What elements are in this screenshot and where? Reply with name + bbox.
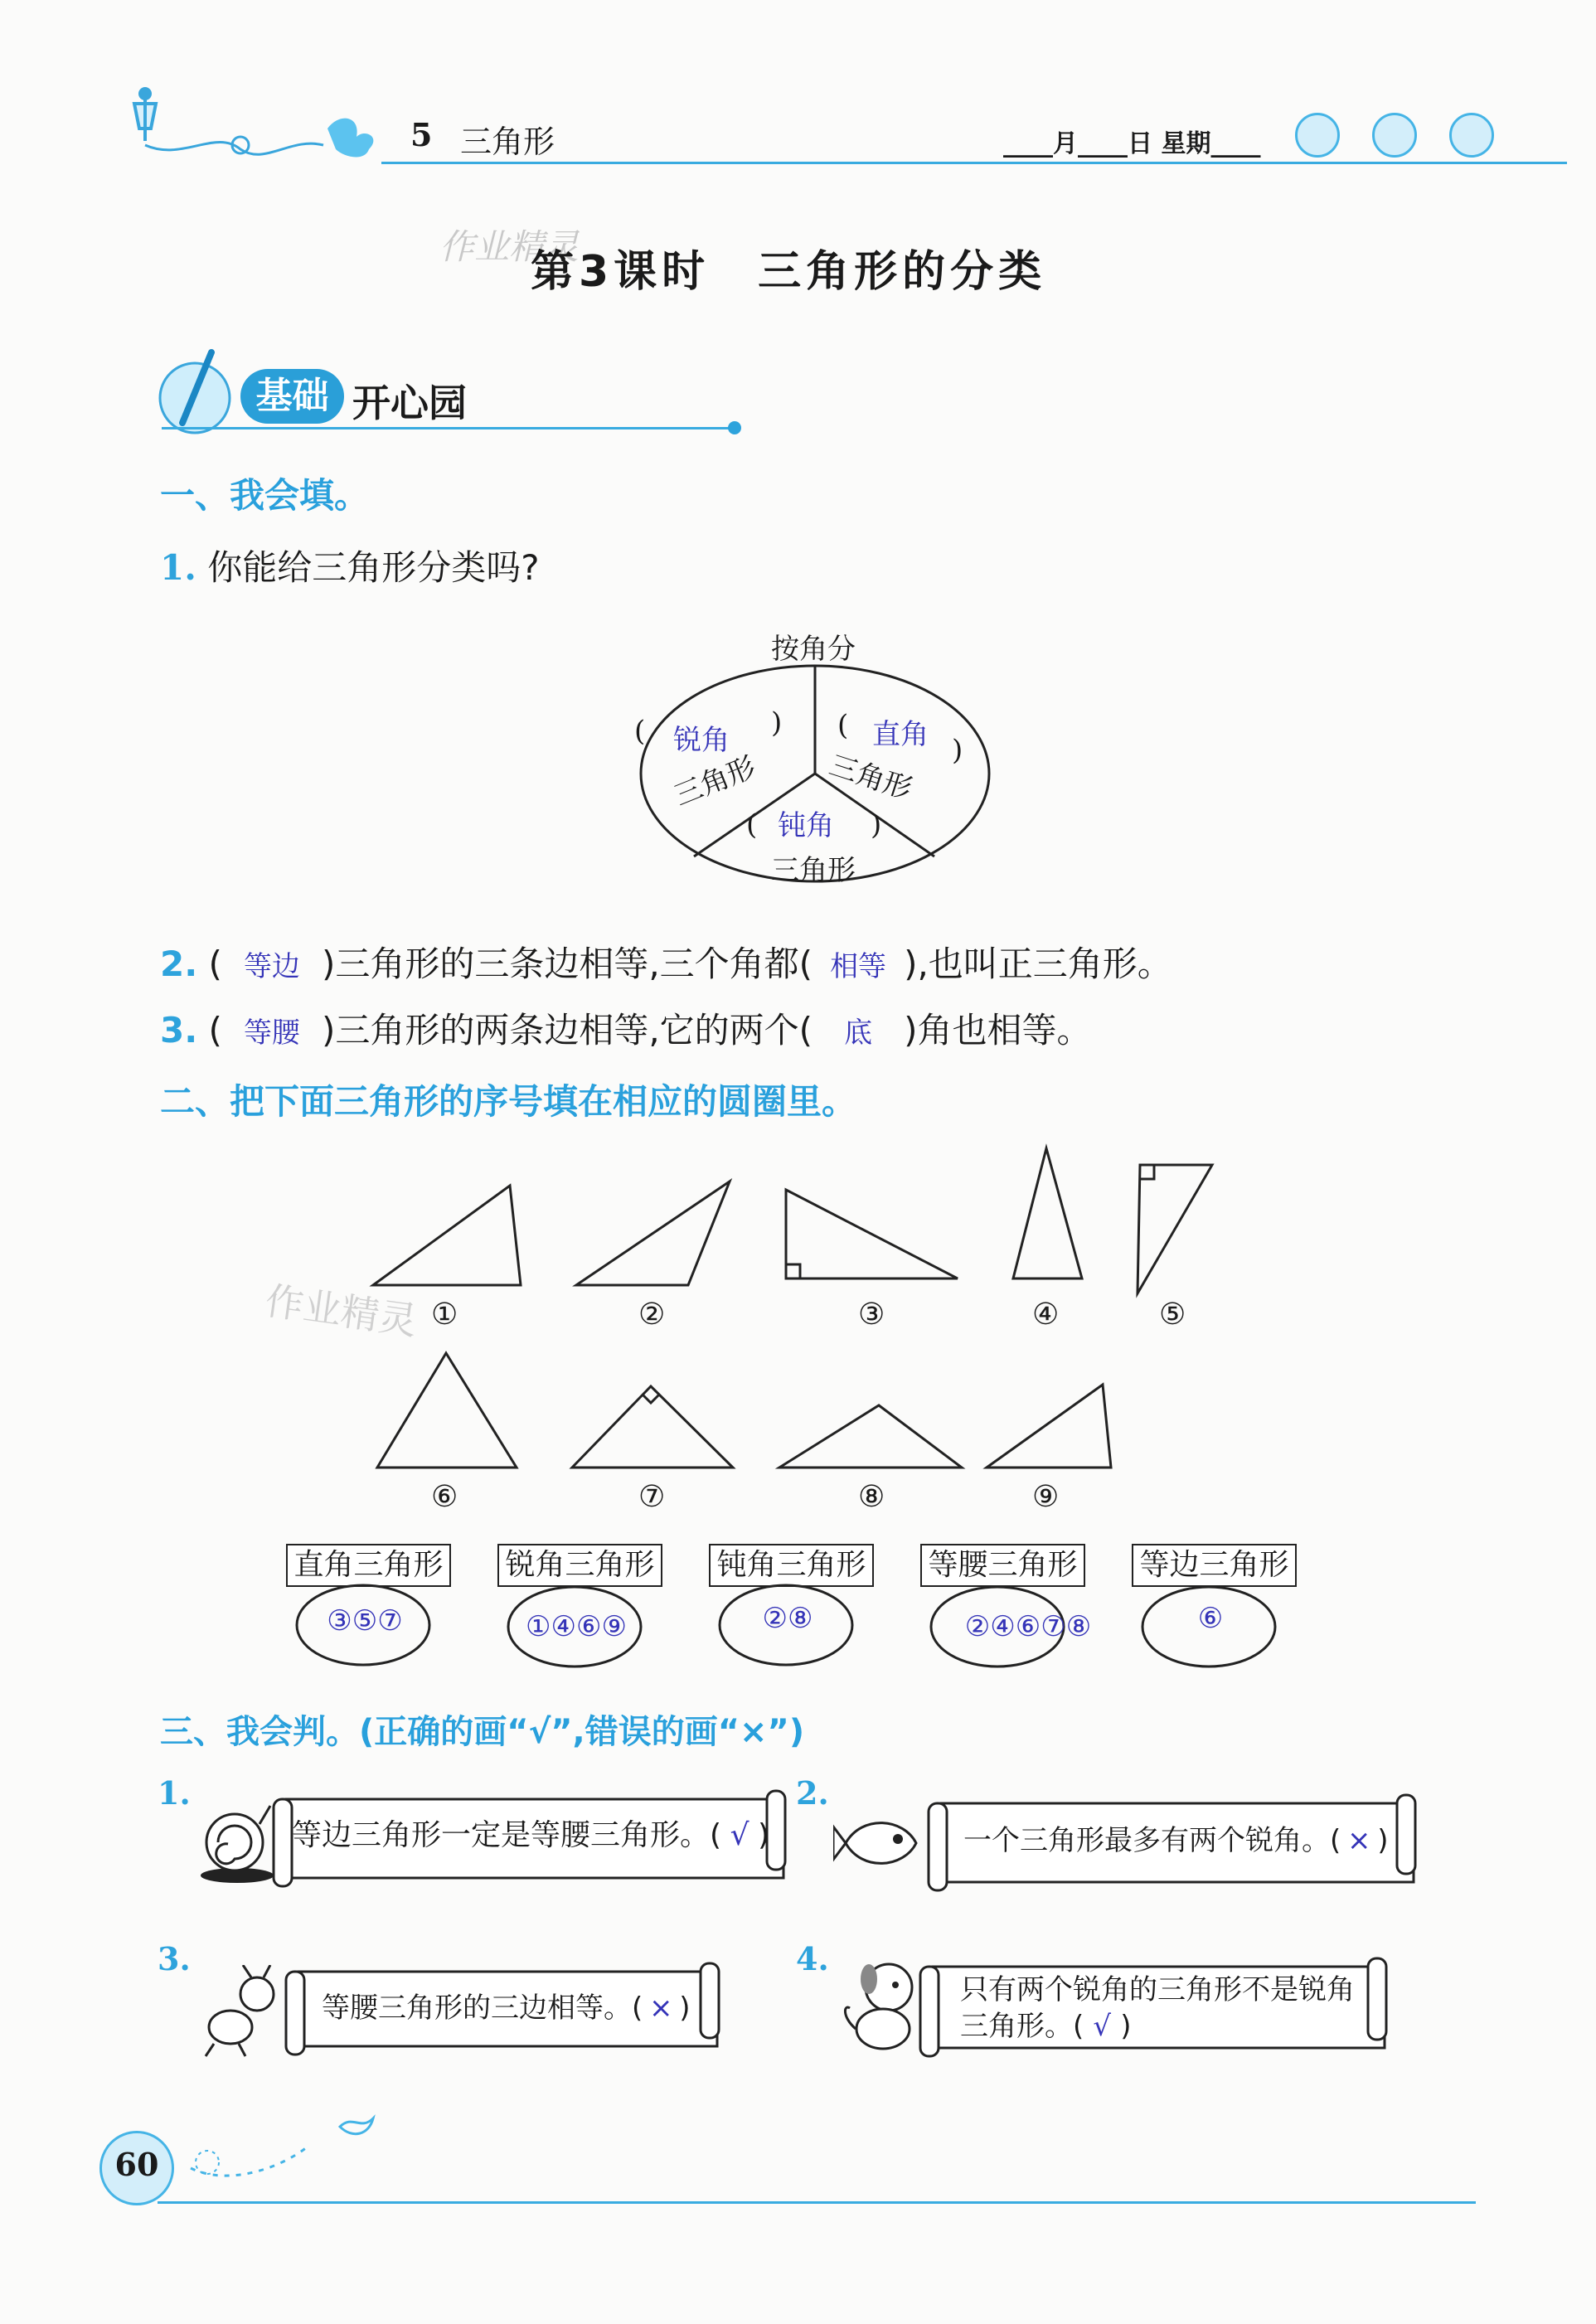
q3-text-1: ( bbox=[208, 1010, 222, 1050]
brush-icon bbox=[158, 344, 240, 439]
category-label-equilateral: 等边三角形 bbox=[1132, 1544, 1297, 1587]
triangle-label-1: ① bbox=[431, 1298, 458, 1332]
watermark-2: 作业精灵 bbox=[262, 1278, 420, 1344]
judge-number-2: 2. bbox=[796, 1774, 829, 1812]
fish-icon bbox=[833, 1806, 924, 1880]
q2-answer-2: 相等 bbox=[830, 950, 887, 983]
left-label: 三角形 bbox=[669, 750, 761, 813]
triangle-label-7: ⑦ bbox=[638, 1480, 666, 1514]
triangle-1 bbox=[373, 1186, 521, 1285]
judge-text-4-line1: 只有两个锐角的三角形不是锐角 bbox=[960, 1973, 1355, 2006]
triangle-label-4: ④ bbox=[1032, 1298, 1060, 1332]
q3-answer-1: 等腰 bbox=[243, 1016, 300, 1050]
triangle-7 bbox=[572, 1386, 733, 1468]
judge-close-4: ) bbox=[1120, 2010, 1132, 2043]
category-label-obtuse: 钝角三角形 bbox=[709, 1544, 874, 1587]
judge-answer-4: √ bbox=[1093, 2010, 1112, 2043]
q2-number: 2. bbox=[160, 944, 198, 984]
answer-isosceles: ②④⑥⑦⑧ bbox=[964, 1610, 1092, 1643]
judge-item-2 bbox=[963, 1822, 1389, 1859]
judge-number-1: 1. bbox=[158, 1774, 191, 1812]
category-label-isosceles: 等腰三角形 bbox=[920, 1544, 1085, 1587]
judge-text-3: 等腰三角形的三边相等。( bbox=[322, 1992, 643, 2025]
judge-close-1: ) bbox=[758, 1818, 770, 1852]
banner-rule-dot bbox=[728, 421, 741, 434]
judge-item-3 bbox=[322, 1990, 691, 2026]
part2-heading: 二、把下面三角形的序号填在相应的圆圈里。 bbox=[160, 1081, 857, 1122]
triangle-2 bbox=[576, 1181, 730, 1285]
left-answer: 锐角 bbox=[673, 724, 730, 757]
judge-close-3: ) bbox=[679, 1992, 691, 2025]
triangle-label-8: ⑧ bbox=[858, 1480, 885, 1514]
category-label-right: 直角三角形 bbox=[286, 1544, 451, 1587]
q2-answer-1: 等边 bbox=[243, 950, 300, 983]
banner-text: 开心园 bbox=[352, 381, 467, 425]
bottom-answer: 钝角 bbox=[778, 809, 834, 842]
banner-rule bbox=[162, 427, 734, 429]
part3-heading: 三、我会判。(正确的画“√”,错误的画“×”) bbox=[160, 1713, 805, 1751]
answer-acute: ①④⑥⑨ bbox=[526, 1610, 627, 1643]
q2-text-3: ),也叫正三角形。 bbox=[904, 944, 1172, 984]
lesson-title: 第3课时 三角形的分类 bbox=[531, 247, 1047, 297]
q3-text-2: )三角形的两条边相等,它的两个( bbox=[321, 1010, 813, 1050]
triangle-8 bbox=[779, 1405, 962, 1468]
triangle-label-2: ② bbox=[638, 1298, 666, 1332]
judge-text-4-line2: 三角形。( bbox=[960, 2010, 1084, 2043]
q2-text-1: ( bbox=[208, 944, 222, 984]
chapter-title: 三角形 bbox=[460, 124, 555, 160]
banner-highlight: 基础 bbox=[240, 369, 344, 424]
q3-text-3: )角也相等。 bbox=[904, 1010, 1092, 1050]
snail-icon bbox=[197, 1799, 276, 1886]
q3-answer-2: 底 bbox=[844, 1016, 873, 1050]
triangle-5 bbox=[1138, 1165, 1212, 1293]
category-label-acute: 锐角三角形 bbox=[497, 1544, 662, 1587]
judge-close-2: ) bbox=[1377, 1824, 1389, 1857]
answer-equilateral: ⑥ bbox=[1197, 1602, 1224, 1635]
q3-number: 3. bbox=[160, 1010, 198, 1050]
happy-face-icon bbox=[1295, 113, 1340, 158]
footer-rule bbox=[158, 2201, 1476, 2204]
triangle-3 bbox=[786, 1190, 958, 1278]
judge-answer-3: × bbox=[649, 1992, 673, 2025]
judge-answer-1: √ bbox=[730, 1818, 749, 1852]
triangle-label-6: ⑥ bbox=[431, 1480, 458, 1514]
watermark: 作业精灵 bbox=[439, 226, 580, 267]
triangle-6 bbox=[377, 1353, 517, 1468]
header-rule bbox=[381, 162, 1567, 164]
part1-heading: 一、我会填。 bbox=[160, 475, 370, 516]
judge-answer-2: × bbox=[1347, 1824, 1371, 1857]
workbook-page: 5 三角形 ____月____日 星期____ 作业精灵 第3课时 三角形的分类 基础 开心园 一、我会填。 1. 你能给三角形分类吗? 按角分 ( 锐角 ) 三角形 ( 直角 ) 三角形 ( 钝角 ) 三角形 2. ( 等边 )三角形的三条边相等,三个角都( 相等 ),也叫正三角形。 3. ( 等腰 )三角形的两条边相等,它的两个( 底 )角也相等。 二、把下面三角形的序号填在相应的圆圈里。 作业精灵 ① ② ③ ④ ⑤ ⑥ ⑦ ⑧ ⑨ 直角三角形 锐角三角形 钝角三角形 等腰三角形 等边三角形 ③⑤⑦ ①④⑥⑨ ②⑧ ②④⑥⑦⑧ ⑥ 三、我会判。(正确的画“√”,错误的画“×”) 1. 2. 3. 4. 等边三角形一定是等腰三角形。( √ ) 一个三角形最多有两个锐角。( × ) 等腰三角形的三边相等。( × ) 只有两个锐角的三角形不是锐角 三角形。( √ ) 60 bbox=[0, 0, 1596, 2324]
chapter-number: 5 bbox=[410, 116, 433, 153]
triangle-label-3: ③ bbox=[858, 1298, 885, 1332]
q1-text: 你能给三角形分类吗? bbox=[207, 547, 540, 588]
judge-item-4 bbox=[960, 1972, 1355, 2045]
answer-obtuse: ②⑧ bbox=[762, 1602, 813, 1635]
ant-icon bbox=[197, 1965, 280, 2060]
triangle-4 bbox=[1013, 1148, 1082, 1278]
lamp-vine-decoration bbox=[116, 79, 390, 170]
judge-item-1 bbox=[292, 1817, 769, 1854]
sad-face-icon bbox=[1449, 113, 1494, 158]
triangle-label-9: ⑨ bbox=[1032, 1480, 1060, 1514]
triangle-label-5: ⑤ bbox=[1159, 1298, 1186, 1332]
right-label: 三角形 bbox=[825, 749, 916, 807]
diagram-title: 按角分 bbox=[771, 633, 856, 666]
judge-text-2: 一个三角形最多有两个锐角。( bbox=[963, 1824, 1341, 1857]
page-number: 60 bbox=[114, 2146, 159, 2183]
bird-trail-decoration bbox=[174, 2106, 390, 2189]
bottom-label: 三角形 bbox=[771, 854, 856, 887]
q1-number: 1. bbox=[160, 547, 196, 588]
answer-right: ③⑤⑦ bbox=[327, 1604, 403, 1637]
judge-number-4: 4. bbox=[796, 1940, 829, 1977]
date-fields: ____月____日 星期____ bbox=[1003, 129, 1261, 158]
triangle-9 bbox=[987, 1385, 1111, 1468]
neutral-face-icon bbox=[1372, 113, 1417, 158]
judge-number-3: 3. bbox=[158, 1940, 191, 1977]
judge-text-1: 等边三角形一定是等腰三角形。( bbox=[292, 1818, 722, 1852]
puppy-icon bbox=[837, 1958, 929, 2058]
right-answer: 直角 bbox=[872, 718, 929, 751]
triangles-figure bbox=[0, 1136, 1596, 1501]
q2-text-2: )三角形的三条边相等,三个角都( bbox=[321, 944, 813, 984]
